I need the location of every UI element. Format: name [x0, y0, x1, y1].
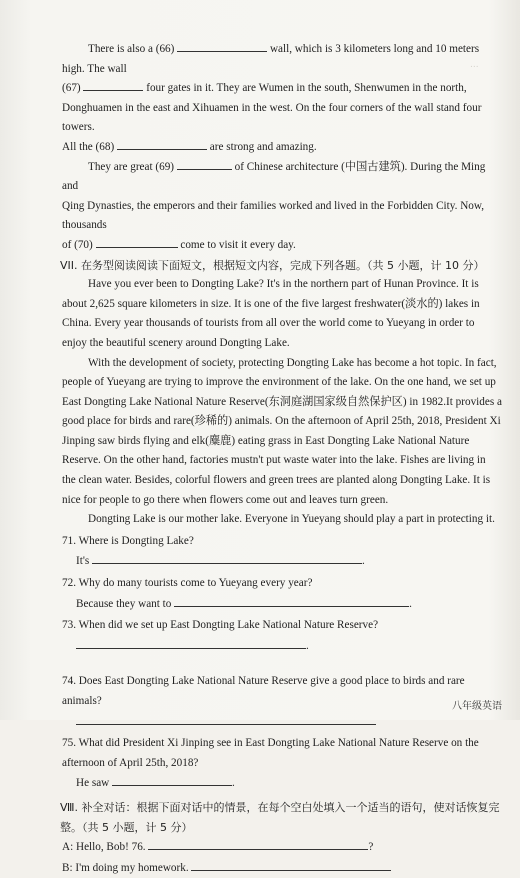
dialogue-line-76: A: Hello, Bob! 76. ?: [62, 837, 502, 858]
question-73: 73. When did we set up East Dongting Lake National Nature Reserve?: [62, 619, 379, 632]
answer-line-73[interactable]: [76, 636, 306, 649]
answer-72: Because they want to .: [62, 594, 502, 615]
answer-line-75[interactable]: [112, 773, 232, 786]
reading-paragraph-2: With the development of society, protecting Dongting Lake has become a hot topic. In fact, people of Yueyang are trying to improve the environment of the lake. On the one hand, we set up East Dongting Lake National Nature Reserve(东洞庭湖国家级自然保护区) in 1982.It provides a good place for birds and rare(珍稀的) animals. On the afternoon of April 25th, 2018, President Xi Jinping saw birds flying and elk(麋鹿) eating grass in East Dongting Lake National Nature Reserve. On the other hand, factories mustn't put waste water into the lake. Fishes are living in the clean water. Besides, colorful flowers and green trees are planted along Dongting Lake. It is nice for people to go there when flowers come out and leaves turn green.: [62, 356, 502, 506]
passage-line-69: They are great (69) of Chinese architecture (中国古建筑). During the Ming and: [62, 158, 502, 197]
spacer: [62, 656, 502, 670]
section-7-heading: VII. 在务型阅读阅读下面短文，根据短文内容，完成下列各题。（共 5 小题，计 10 分）: [60, 258, 485, 272]
blank-69[interactable]: [177, 158, 232, 170]
answer-line-74[interactable]: [76, 712, 376, 725]
answer-line-72[interactable]: [174, 594, 409, 607]
question-72: 72. Why do many tourists come to Yueyang every year?: [62, 577, 313, 590]
answer-75: He saw .: [62, 773, 502, 794]
reading-paragraph-3: Dongting Lake is our mother lake. Everyone in Yueyang should play a part in protecting it.: [88, 513, 495, 526]
reading-paragraph-1: Have you ever been to Dongting Lake? It's in the northern part of Hunan Province. It is about 2,625 square kilometers in size. It is one of the five largest freshwater(淡水的) lakes in China. Every year thousands of tourists from all over the world come to Yueyang in order to enjoy the beautiful scenery around Dongting Lake.: [62, 278, 480, 349]
passage-line-67: (67) four gates in it. They are Wumen in the south, Shenwumen in the north,: [62, 79, 502, 99]
question-71: 71. Where is Dongting Lake?: [62, 534, 194, 547]
blank-dialogue-b[interactable]: [191, 858, 391, 871]
page-content: [62, 40, 502, 878]
page-footer: 八年级英语: [452, 701, 502, 712]
passage-line-6: Qing Dynasties, the emperors and their families worked and lived in the Forbidden City. Now, thousands: [62, 199, 485, 232]
answer-73: .: [62, 636, 502, 657]
blank-76[interactable]: [148, 837, 368, 850]
question-75: 75. What did President Xi Jinping see in East Dongting Lake National Nature Reserve on the afternoon of April 25th, 2018?: [62, 737, 479, 769]
question-74: 74. Does East Dongting Lake National Nature Reserve give a good place to birds and rare animals?: [62, 675, 465, 707]
passage-line-3: Donghuamen in the east and Xihuamen in the west. On the four corners of the wall stand four towers.: [62, 101, 482, 134]
passage-line-68: All the (68) are strong and amazing.: [62, 138, 502, 158]
passage-line-66: There is also a (66) wall, which is 3 kilometers long and 10 meters high. The wall: [62, 40, 502, 79]
section-8-heading: Ⅷ. 补全对话：根据下面对话中的情景，在每个空白处填入一个适当的语句，使对话恢复完整。（共 5 小题，计 5 分）: [60, 800, 500, 834]
dialogue-line-b: B: I'm doing my homework.: [62, 858, 502, 878]
blank-70[interactable]: [96, 236, 178, 248]
answer-71: It's .: [62, 551, 502, 572]
bleed-through-text: ...: [470, 60, 479, 70]
passage-line-70: of (70) come to visit it every day.: [62, 236, 502, 256]
blank-68[interactable]: [117, 138, 207, 150]
answer-line-71[interactable]: [92, 551, 362, 564]
blank-66[interactable]: [177, 40, 267, 52]
blank-67[interactable]: [83, 79, 143, 91]
answer-74: [62, 712, 502, 733]
